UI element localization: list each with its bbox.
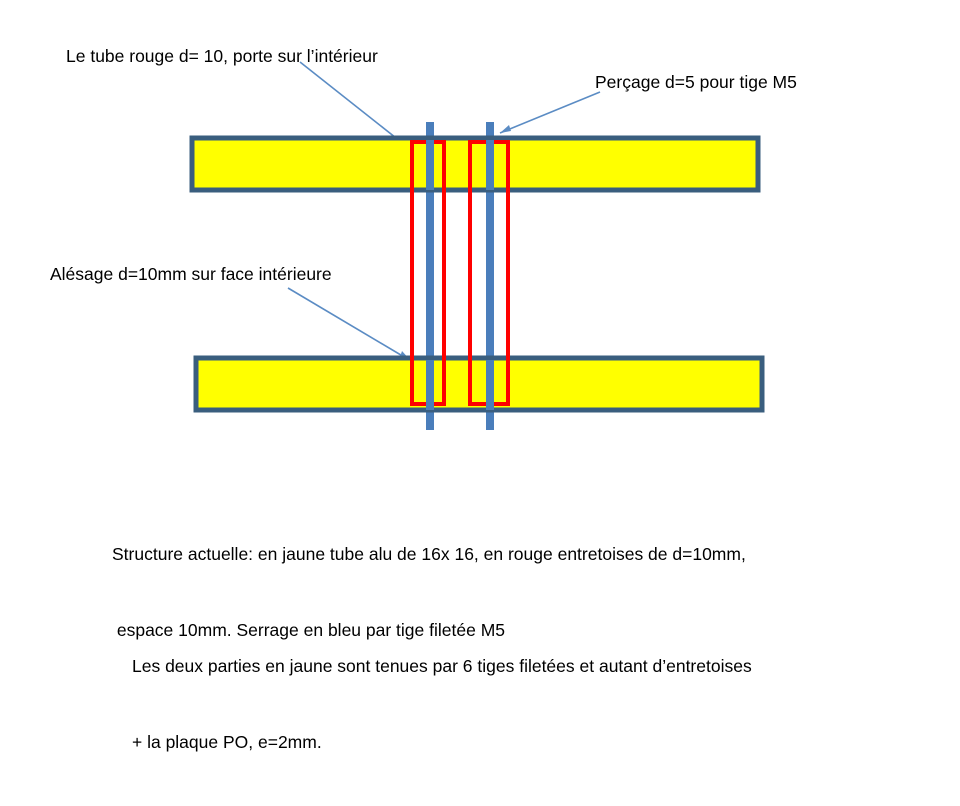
caption-structure-line1: Structure actuelle: en jaune tube alu de 16x 16, en rouge entretoises de d=10mm, <box>112 543 746 564</box>
annotation-bore: Alésage d=10mm sur face intérieure <box>50 264 332 284</box>
annotation-drill: Perçage d=5 pour tige M5 <box>595 72 797 92</box>
top-aluminium-tube <box>192 138 758 190</box>
caption-structure-line2: espace 10mm. Serrage en bleu par tige filetée M5 <box>112 619 505 640</box>
leader-line-drill <box>500 92 600 133</box>
caption-assembly-line1: Les deux parties en jaune sont tenues par 6 tiges filetées et autant d’entretoises <box>132 655 752 676</box>
caption-assembly-line2: + la plaque PO, e=2mm. <box>132 731 322 752</box>
annotation-red-tube: Le tube rouge d= 10, porte sur l’intérieur <box>66 46 378 66</box>
leader-arrow-drill <box>500 125 511 133</box>
leader-line-bore <box>288 288 411 361</box>
caption-assembly <box>132 603 752 806</box>
